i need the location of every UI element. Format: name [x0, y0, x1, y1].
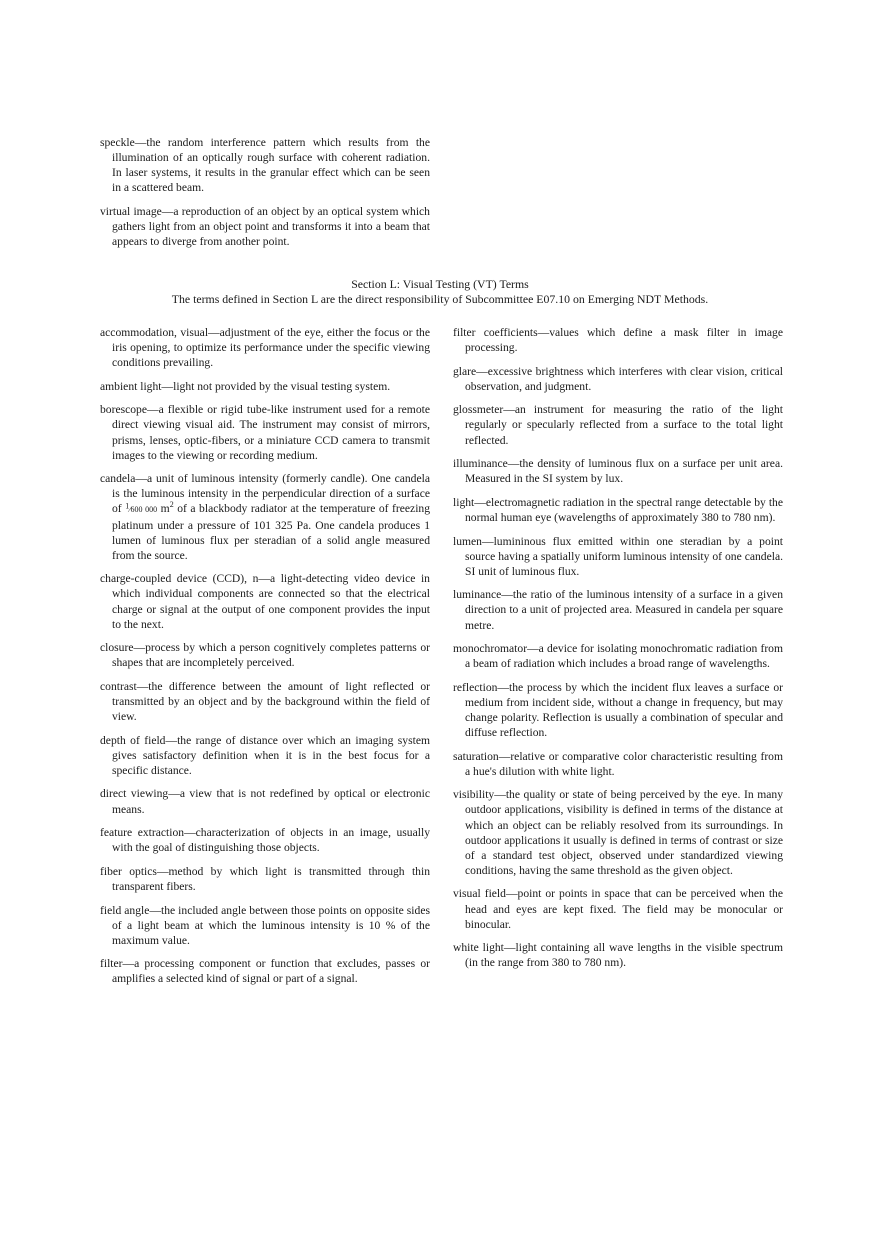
glossary-entry: contrast—the difference between the amount of light reflected or transmitted by an object and by the background within the field of view.	[100, 679, 430, 724]
glossary-entry: illuminance—the density of luminous flux on a surface per unit area. Measured in the SI system by lux.	[453, 457, 783, 486]
entry-term: white light	[453, 941, 504, 955]
glossary-entry: white light—light containing all wave lengths in the visible spectrum (in the range from 380 to 780 nm).	[453, 941, 783, 970]
right-column	[453, 325, 783, 979]
entry-definition: a view that is not redefined by optical or electronic means.	[112, 787, 430, 816]
entry-definition: process by which a person cognitively completes patterns or shapes that are incompletely perceived.	[112, 641, 430, 670]
glossary-entry: accommodation, visual—adjustment of the eye, either the focus or the iris opening, to optimize its performance under the specific viewing conditions prevailing.	[100, 326, 430, 370]
entry-definition: a device for isolating monochromatic radiation from a beam of radiation which includes a broad range of wavelengths.	[465, 642, 783, 671]
entry-term: contrast	[100, 679, 137, 693]
glossary-entry: glossmeter—an instrument for measuring the ratio of the light regularly or specularly reflected from a surface to the total light reflected.	[453, 403, 783, 447]
glossary-entry: filter—a processing component or function that excludes, passes or amplifies a selected kind of signal or part of a signal.	[100, 957, 430, 986]
entry-definition: a light-detecting video device in which individual components are connected so that the electrical charge or signal at the output of one component provides the input to the next.	[112, 572, 430, 631]
entry-definition: an instrument for measuring the ratio of the light regularly or specularly reflected from a surface to the total light reflected.	[465, 403, 783, 447]
entry-term: borescope	[100, 403, 147, 417]
entry-term: speckle	[100, 136, 135, 149]
glossary-entry: direct viewing—a view that is not redefined by optical or electronic means.	[100, 787, 430, 816]
entry-term: illuminance	[453, 457, 508, 471]
entry-definition: characterization of objects in an image, usually with the goal of distinguishing those objects.	[112, 826, 430, 855]
entry-definition: the random interference pattern which results from the illumination of an optically rough surface with coherent radiation. In laser systems, it results in the granular effect which can be seen in a scattered beam.	[112, 136, 430, 195]
entry-definition: values which define a mask filter in image processing.	[465, 326, 783, 355]
entry-definition: light not provided by the visual testing system.	[173, 379, 391, 393]
glossary-entry: visual field—point or points in space that can be perceived when the head and eyes are kept fixed. The field may be monocular or binocular.	[453, 887, 783, 931]
glossary-entry: closure—process by which a person cognitively completes patterns or shapes that are incompletely perceived.	[100, 641, 430, 670]
fraction: $^1$⁄600 000	[125, 501, 158, 515]
entry-definition: a reproduction of an object by an optical system which gathers light from an object point and transforms it into a beam that appears to diverge from another point.	[112, 204, 430, 249]
entry-term: visual field	[453, 887, 506, 901]
entry-term: field angle	[100, 903, 150, 917]
entry-definition: the range of distance over which an imaging system gives satisfactory definition when it is in the best focus for a specific distance.	[112, 733, 430, 777]
entry-definition: electromagnetic radiation in the spectral range detectable by the normal human eye (wavelengths of approximately 380 to 780 nm).	[465, 495, 783, 524]
entry-definition: the included angle between those points on opposite sides of a light beam at which the luminous intensity is 10 % of the maximum value.	[112, 903, 430, 947]
entry-term: luminance	[453, 588, 502, 602]
entry-term: virtual image	[100, 204, 162, 218]
top-column	[100, 135, 430, 258]
entry-definition: light containing all wave lengths in the visible spectrum (in the range from 380 to 780 nm).	[465, 941, 783, 970]
entry-definition: a processing component or function that excludes, passes or amplifies a selected kind of signal or part of a signal.	[112, 957, 430, 986]
entry-term: light	[453, 495, 475, 509]
unit: m	[157, 502, 170, 516]
entry-term: saturation	[453, 749, 499, 763]
entry-term: charge-coupled device (CCD), n	[100, 572, 259, 586]
entry-definition: point or points in space that can be perceived when the head and eyes are kept fixed. The field may be monocular or binocular.	[465, 887, 783, 931]
glossary-entry: visibility—the quality or state of being perceived by the eye. In many outdoor applications, visibility is defined in terms of the distance at which an object can be reliably resolved from its surroundings. In outdoor applications it usually is defined in terms of contrast or size of a standard test object, observed under standardized viewing conditions, having the same threshold as the given object.	[453, 788, 783, 877]
entry-definition: method by which light is transmitted through thin transparent fibers.	[112, 864, 430, 893]
section-subtitle: The terms defined in Section L are the direct responsibility of Subcommittee E07.10 on Emerging NDT Methods.	[171, 292, 709, 306]
entry-term: lumen	[453, 534, 482, 548]
entry-term: reflection	[453, 680, 498, 694]
glossary-entry: filter coefficients—values which define a mask filter in image processing.	[453, 326, 783, 355]
entry-definition: lumininous flux emitted within one steradian by a point source having a spatially uniform luminous intensity of one candela. SI unit of luminous flux.	[465, 534, 783, 578]
glossary-entry-candela: candela—a unit of luminous intensity (formerly candle). One candela is the luminous intensity in the perpendicular direction of a surface of $^1$⁄600 000 $m^2$ of a blackbody radiator at the temperature of freezing platinum under a pressure of 101 325 Pa. One candela produces 1 lumen of luminous flux per steradian of a solid angle measured from the source.	[100, 472, 431, 562]
glossary-entry: light—electromagnetic radiation in the spectral range detectable by the normal human eye (wavelengths of approximately 380 to 780 nm).	[453, 495, 783, 524]
entry-term: monochromator	[453, 642, 528, 656]
entry-definition: relative or comparative color characteristic resulting from a hue's dilution with white light.	[465, 749, 783, 778]
entry-term: accommodation, visual	[100, 326, 209, 339]
section-heading	[100, 277, 780, 307]
glossary-entry: reflection—the process by which the incident flux leaves a surface or medium from incident side, without a change in frequency, but may change polarity. Reflection is usually a combination of specular and diffuse reflection.	[453, 680, 783, 740]
entry-definition: the ratio of the luminous intensity of a surface in a given direction to a unit of projected area. Measured in candela per square metre.	[465, 588, 783, 632]
glossary-entry: fiber optics—method by which light is transmitted through thin transparent fibers.	[100, 864, 430, 893]
entry-term: direct viewing	[100, 787, 169, 801]
fraction-numerator: 1	[125, 501, 130, 511]
glossary-entry: ambient light—light not provided by the visual testing system.	[100, 379, 391, 393]
entry-definition: the quality or state of being perceived by the eye. In many outdoor applications, visibility is defined in terms of the distance at which an object can be reliably resolved from its surroundings. In outdoor applications it usually is defined in terms of contrast or size of a standard test object, observed under standardized viewing conditions, having the same threshold as the given object.	[465, 788, 783, 877]
glossary-entry: feature extraction—characterization of objects in an image, usually with the goal of distinguishing those objects.	[100, 826, 430, 855]
glossary-entry: glare—excessive brightness which interferes with clear vision, critical observation, and judgment.	[453, 364, 783, 393]
entry-definition: the difference between the amount of light reflected or transmitted by an object and by the background within the field of view.	[112, 679, 430, 724]
section-title: Section L: Visual Testing (VT) Terms	[351, 277, 529, 291]
entry-definition: a flexible or rigid tube-like instrument used for a remote direct viewing visual aid. The instrument may consist of mirrors, prisms, lenses, optic-fibers, or a miniature CCD camera to transmit images to the viewing or recording medium.	[112, 403, 430, 462]
entry-definition: the process by which the incident flux leaves a surface or medium from incident side, without a change in frequency, but may change polarity. Reflection is usually a combination of specular and diffuse reflection.	[465, 680, 783, 740]
entry-term: feature extraction	[100, 826, 185, 840]
glossary-entry: charge-coupled device (CCD), n—a light-detecting video device in which individual components are connected so that the electrical charge or signal at the output of one component provides the input to the next.	[100, 572, 430, 631]
entry-term: glossmeter	[453, 403, 504, 417]
entry-term: glare	[453, 364, 477, 378]
entry-term: closure	[100, 641, 134, 655]
entry-term: fiber optics	[100, 864, 157, 878]
entry-definition: a unit of luminous intensity (formerly candle). One candela is the luminous intensity in the perpendicular direction of a surface of	[112, 472, 430, 516]
glossary-entry: lumen—lumininous flux emitted within one steradian by a point source having a spatially uniform luminous intensity of one candela. SI unit of luminous flux.	[453, 534, 783, 578]
left-column	[100, 325, 430, 995]
entry-definition: adjustment of the eye, either the focus or the iris opening, to optimize its performance under the specific viewing conditions prevailing.	[112, 326, 430, 370]
entry-term: ambient light	[100, 379, 162, 393]
glossary-entry-virtual-image: virtual image—a reproduction of an object by an optical system which gathers light from an object point and transforms it into a beam that appears to diverge from another point.	[100, 204, 430, 249]
glossary-entry: borescope—a flexible or rigid tube-like instrument used for a remote direct viewing visual aid. The instrument may consist of mirrors, prisms, lenses, optic-fibers, or a miniature CCD camera to transmit images to the viewing or recording medium.	[100, 403, 430, 462]
glossary-entry: monochromator—a device for isolating monochromatic radiation from a beam of radiation which includes a broad range of wavelengths.	[453, 642, 783, 671]
entry-term: depth of field	[100, 733, 166, 747]
fraction-denominator: 600 000	[130, 505, 158, 515]
glossary-entry: field angle—the included angle between those points on opposite sides of a light beam at which the luminous intensity is 10 % of the maximum value.	[100, 903, 430, 947]
glossary-entry-speckle: speckle—the random interference pattern which results from the illumination of an optically rough surface with coherent radiation. In laser systems, it results in the granular effect which can be seen in a scattered beam.	[100, 136, 430, 195]
glossary-entry: saturation—relative or comparative color characteristic resulting from a hue's dilution with white light.	[453, 749, 783, 778]
entry-definition: the density of luminous flux on a surface per unit area. Measured in the SI system by lux.	[465, 457, 783, 486]
entry-term: filter	[100, 957, 123, 971]
glossary-entry: luminance—the ratio of the luminous intensity of a surface in a given direction to a unit of projected area. Measured in candela per square metre.	[453, 588, 783, 632]
glossary-entry: depth of field—the range of distance over which an imaging system gives satisfactory definition when it is in the best focus for a specific distance.	[100, 733, 430, 777]
entry-term: visibility	[453, 788, 495, 802]
entry-term: candela	[100, 472, 136, 486]
entry-definition: excessive brightness which interferes with clear vision, critical observation, and judgment.	[465, 364, 783, 393]
entry-definition-cont: of a blackbody radiator at the temperature of freezing platinum under a pressure of 101 325 Pa. One candela produces 1 lumen of luminous flux per steradian of a solid angle measured from the source.	[112, 502, 431, 562]
unit-exponent: 2	[169, 500, 174, 510]
entry-term: filter coefficients	[453, 326, 538, 339]
